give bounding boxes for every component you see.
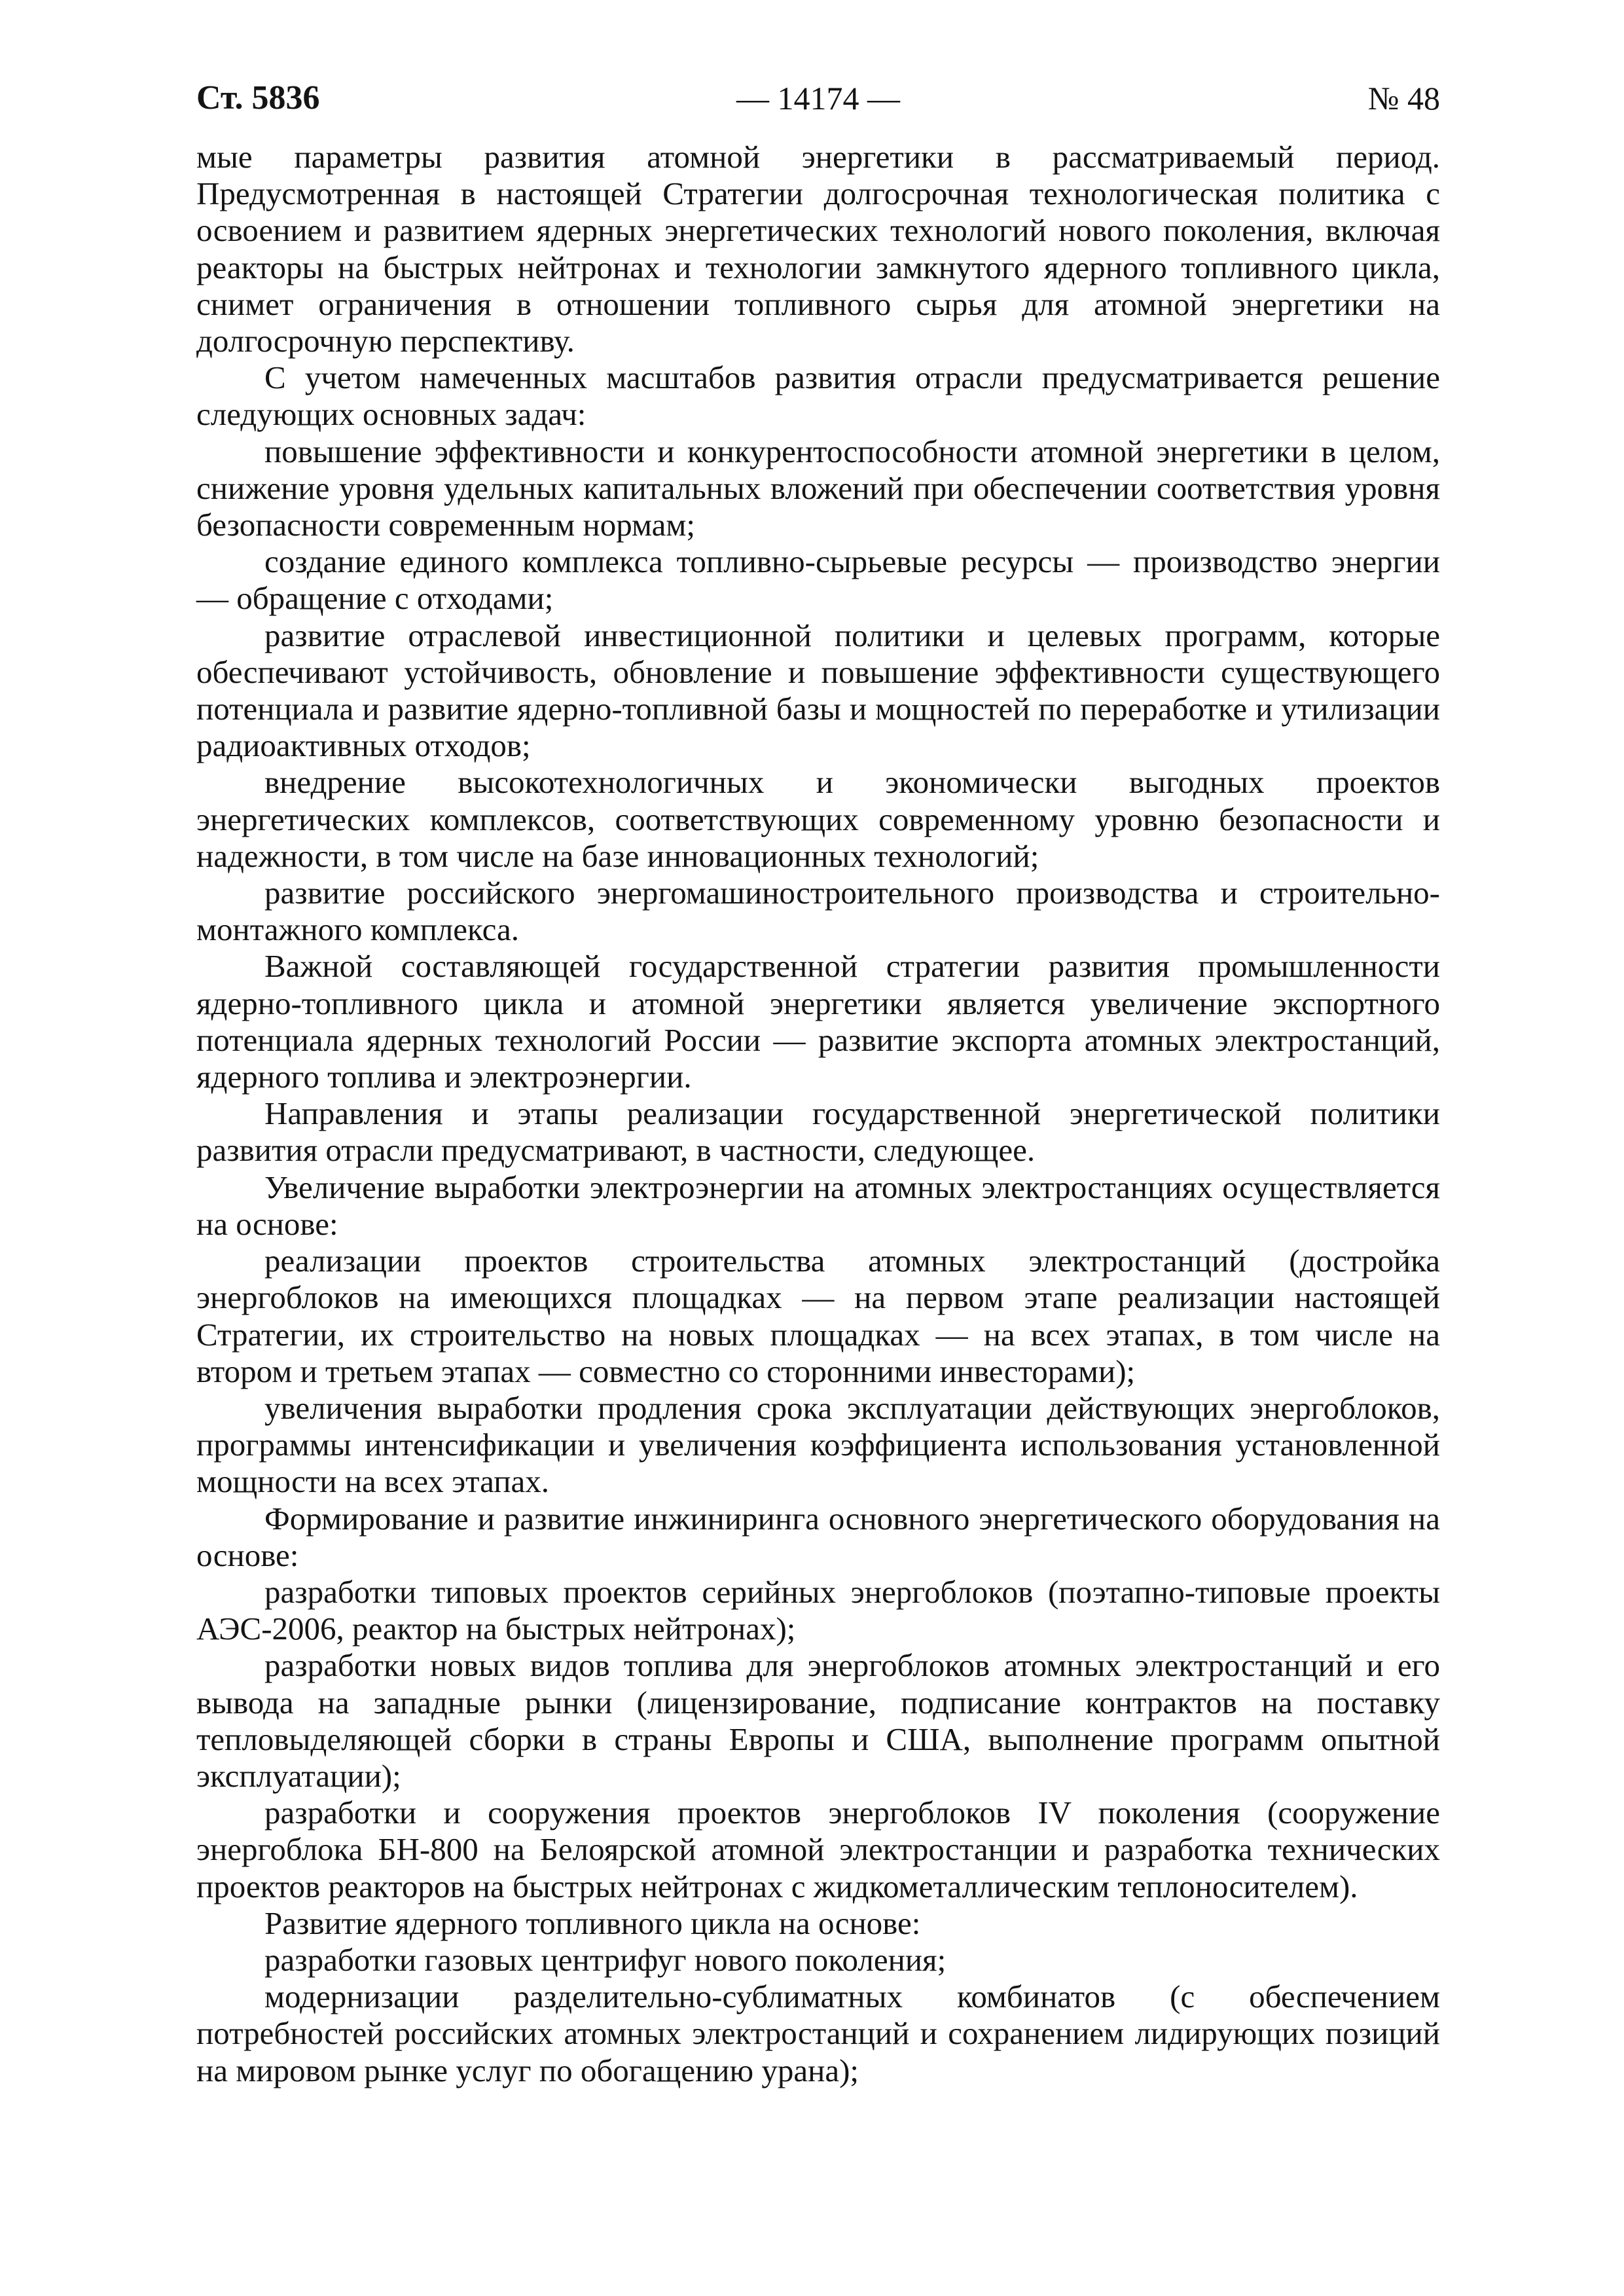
paragraph: увеличения выработки продления срока эксплуатации действующих энергоблоков, программы интенсификации и увеличения коэффициента использования установленной мощности на всех этапах.	[196, 1389, 1440, 1500]
paragraph: разработки газовых центрифуг нового поколения;	[264, 1941, 947, 1978]
paragraph: повышение эффективности и конкурентоспособности атомной энергетики в целом, снижение уровня удельных капитальных вложений при обеспечении соответствия уровня безопасности современным нормам;	[196, 433, 1440, 543]
issue-number: № 48	[1367, 80, 1440, 117]
paragraph: Важной составляющей государственной стратегии развития промышленности ядерно-топливного цикла и атомной энергетики является увеличение экспортного потенциала ядерных технологий России — развитие экспорта атомных электростанций, ядерного топлива и электроэнергии.	[196, 948, 1440, 1095]
paragraph: разработки типовых проектов серийных энергоблоков (поэтапно-типовые проекты АЭС-2006, реактор на быстрых нейтронах);	[196, 1573, 1440, 1647]
paragraph: Развитие ядерного топливного цикла на основе:	[264, 1904, 921, 1941]
paragraph: Формирование и развитие инжиниринга основного энергетического оборудования на основе:	[196, 1500, 1440, 1573]
paragraph: реализации проектов строительства атомных электростанций (достройка энергоблоков на имеющихся площадках — на первом этапе реализации настоящей Стратегии, их строительство на новых площадках — на всех этапах, в том числе на втором и третьем этапах — совместно со сторонними инвесторами);	[196, 1243, 1440, 1389]
paragraph: модернизации разделительно-сублиматных комбинатов (с обеспечением потребностей российских атомных электростанций и сохранением лидирующих позиций на мировом рынке услуг по обогащению урана);	[196, 1978, 1440, 2088]
document-body	[196, 139, 1440, 2089]
paragraph: мые параметры развития атомной энергетики в рассматриваемый период. Предусмотренная в настоящей Стратегии долгосрочная технологическая политика с освоением и развитием ядерных энергетических технологий нового поколения, включая реакторы на быстрых нейтронах и технологии замкнутого ядерного топливного цикла, снимет ограничения в отношении топливного сырья для атомной энергетики на долгосрочную перспективу.	[196, 139, 1440, 359]
paragraph: создание единого комплекса топливно-сырьевые ресурсы — производство энергии — обращение с отходами;	[196, 543, 1440, 617]
paragraph: разработки и сооружения проектов энергоблоков IV поколения (сооружение энергоблока БН-800 на Белоярской атомной электростанции и разработка технических проектов реакторов на быстрых нейтронах с жидкометаллическим теплоносителем).	[196, 1795, 1440, 1904]
page-header	[196, 72, 1440, 124]
paragraph: развитие отраслевой инвестиционной политики и целевых программ, которые обеспечивают устойчивость, обновление и повышение эффективности существующего потенциала и развитие ядерно-топливной базы и мощностей по переработке и утилизации радиоактивных отходов;	[196, 617, 1440, 764]
paragraph: С учетом намеченных масштабов развития отрасли предусматривается решение следующих основных задач:	[196, 359, 1440, 433]
paragraph: Направления и этапы реализации государственной энергетической политики развития отрасли предусматривают, в частности, следующее.	[196, 1095, 1440, 1169]
paragraph: внедрение высокотехнологичных и экономически выгодных проектов энергетических комплексов, соответствующих современному уровню безопасности и надежности, в том числе на базе инновационных технологий;	[196, 764, 1440, 874]
page-number: — 14174 —	[736, 80, 900, 117]
paragraph: разработки новых видов топлива для энергоблоков атомных электростанций и его вывода на западные рынки (лицензирование, подписание контрактов на поставку тепловыделяющей сборки в страны Европы и США, выполнение программ опытной эксплуатации);	[196, 1647, 1440, 1794]
article-number: Ст. 5836	[196, 79, 320, 117]
paragraph: Увеличение выработки электроэнергии на атомных электростанциях осуществляется на основе:	[196, 1169, 1440, 1242]
paragraph: развитие российского энергомашиностроительного производства и строительно-монтажного комплекса.	[196, 875, 1440, 948]
